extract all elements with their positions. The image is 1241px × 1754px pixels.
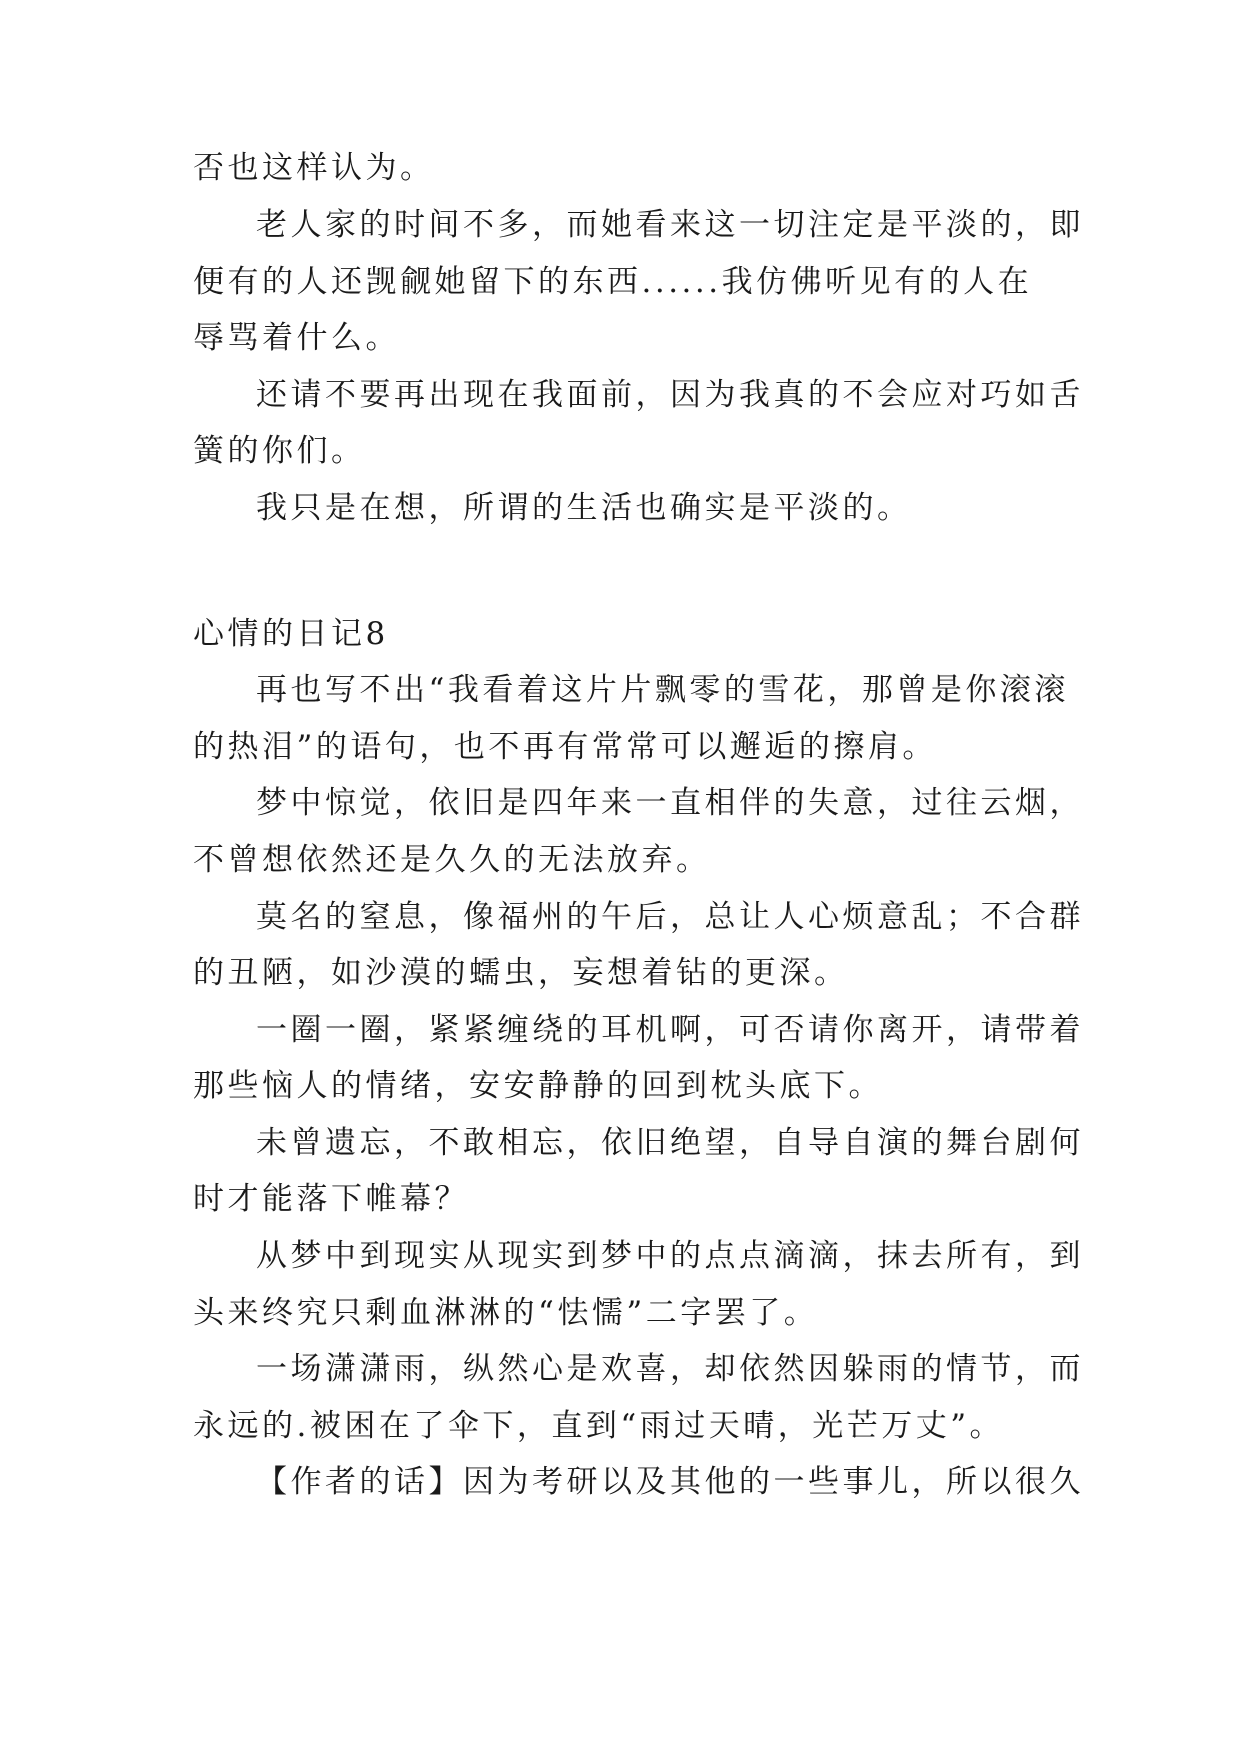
text-line: 老人家的时间不多，而她看来这一切注定是平淡的，即 [256,207,1084,243]
text-line: 便有的人还觊觎她留下的东西......我仿佛听见有的人在 [193,264,1033,300]
text-line: 否也这样认为。 [193,150,435,186]
text-line: 时才能落下帷幕？ [193,1181,469,1217]
text-line: 未曾遗忘，不敢相忘，依旧绝望，自导自演的舞台剧何 [256,1125,1084,1161]
section-heading: 心情的日记8 [193,616,389,652]
text-line: 莫名的窒息，像福州的午后，总让人心烦意乱；不合群 [256,899,1084,935]
text-line: 一场潇潇雨，纵然心是欢喜，却依然因躲雨的情节，而 [256,1351,1084,1387]
text-line: 还请不要再出现在我面前，因为我真的不会应对巧如舌 [256,377,1084,413]
text-line: 那些恼人的情绪，安安静静的回到枕头底下。 [193,1068,883,1104]
text-line: 再也写不出“我看着这片片飘零的雪花，那曾是你滚滚 [256,672,1069,708]
text-line: 不曾想依然还是久久的无法放弃。 [193,842,711,878]
text-line: 一圈一圈，紧紧缠绕的耳机啊，可否请你离开，请带着 [256,1012,1084,1048]
text-line: 【作者的话】因为考研以及其他的一些事儿，所以很久 [256,1464,1084,1500]
text-line: 我只是在想，所谓的生活也确实是平淡的。 [256,490,912,526]
text-line: 从梦中到现实从现实到梦中的点点滴滴，抹去所有，到 [256,1238,1084,1274]
text-line: 梦中惊觉，依旧是四年来一直相伴的失意，过往云烟， [256,785,1084,821]
text-line: 头来终究只剩血淋淋的“怯懦”二字罢了。 [193,1295,819,1331]
text-line: 簧的你们。 [193,433,366,469]
text-line: 永远的.被困在了伞下，直到“雨过天晴，光芒万丈”。 [193,1408,1005,1444]
text-line: 的热泪”的语句，也不再有常常可以邂逅的擦肩。 [193,729,937,765]
text-line: 辱骂着什么。 [193,320,400,356]
text-line: 的丑陋，如沙漠的蠕虫，妄想着钻的更深。 [193,955,849,991]
